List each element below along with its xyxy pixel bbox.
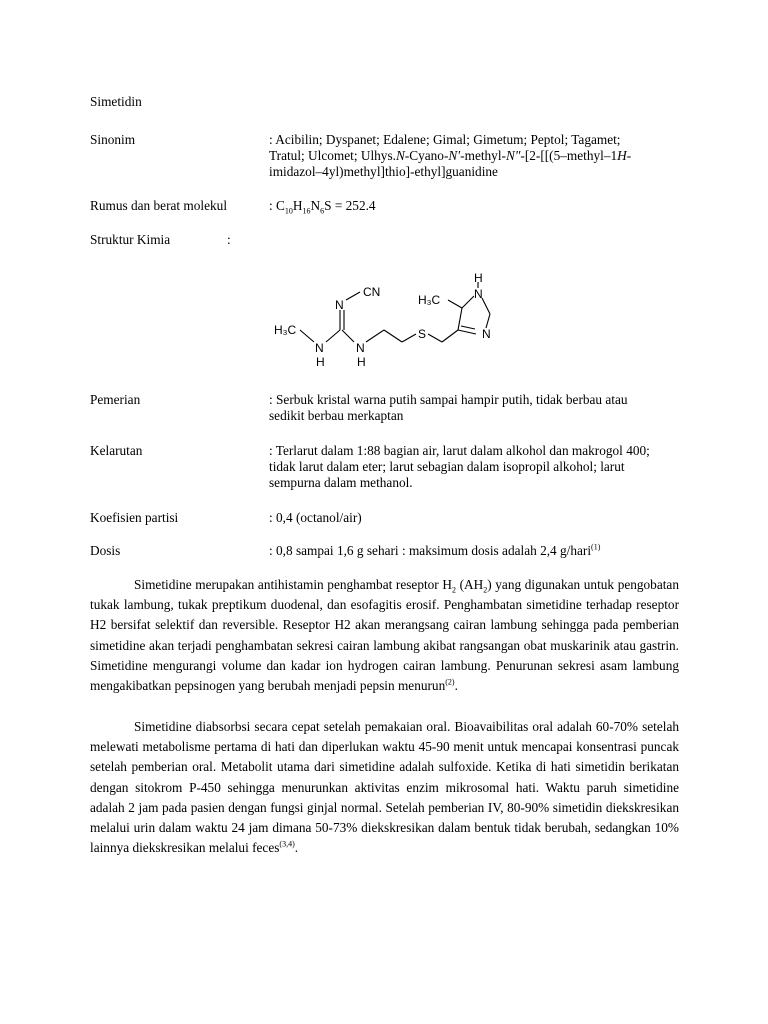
dosis-label: Dosis: [90, 543, 121, 558]
pemerian-line-2: sedikit berbau merkaptan: [269, 408, 404, 423]
sinonim-line-2: Tratul; Ulcomet; Ulhys.N-Cyano-N′-methyl-N″-[2-[[(5–methyl–1H-: [269, 148, 632, 163]
dosis-value: : 0,8 sampai 1,6 g sehari : maksimum dosis adalah 2,4 g/hari$^{(1)}$: [269, 542, 601, 558]
kelarutan-value: [269, 443, 689, 491]
n-top-label: N: [335, 298, 344, 312]
sinonim-line-3: imidazol–4yl)methyl]thio]-ethyl]guanidine: [269, 164, 498, 179]
kelarutan-line-2: tidak larut dalam eter; larut sebagian dalam isopropil alkohol; larut: [269, 459, 625, 474]
h3c-ring-label: H₃C: [418, 293, 441, 307]
pemerian-value: [269, 392, 689, 424]
pemerian-line-1: : Serbuk kristal warna putih sampai hampir putih, tidak berbau atau: [269, 392, 628, 407]
h3c-left-label: H₃C: [274, 323, 297, 337]
paragraph-1: Simetidine merupakan antihistamin penghambat reseptor $H_2$ $(AH_2)$ yang digunakan untuk pengobatan tukak lambung, tukak preptikum duodenal, dan esofagitis erosif. Penghambatan simetidine terhadap reseptor H2 bersifat selektif dan reversible. Reseptor H2 akan merangsang cairan lambung sehingga pada pemberian simetidine akan terjadi penghambatan sekresi cairan lambung akibat rangsangan obat muskarinik atau gastrin. Simetidine mengurangi volume dan kadar ion hydrogen cairan lambung. Penurunan sekresi asam lambung mengakibatkan pepsinogen yang berubah menjadi pepsin menurun$^{(2)}$.: [90, 577, 679, 694]
n-ring-top-label: N: [474, 287, 483, 301]
cimetidine-structure-diagram: [268, 270, 508, 370]
h-right-label: H: [357, 355, 366, 369]
n-ring-bottom-label: N: [482, 327, 491, 341]
n-right-label: N: [356, 341, 365, 355]
rumus-label: Rumus dan berat molekul: [90, 198, 228, 213]
struktur-colon: :: [227, 232, 231, 247]
sinonim-line-1: : Acibilin; Dyspanet; Edalene; Gimal; Gimetum; Peptol; Tagamet;: [269, 132, 621, 147]
kelarutan-label: Kelarutan: [90, 443, 143, 458]
cn-label: CN: [363, 285, 381, 299]
pemerian-label: Pemerian: [90, 392, 141, 407]
koefisien-label: Koefisien partisi: [90, 510, 179, 525]
rumus-value: : $C_{10}H_{16}N_6S = 252.4$: [269, 198, 376, 216]
struktur-label: Struktur Kimia: [90, 232, 171, 247]
kelarutan-line-3: sempurna dalam methanol.: [269, 475, 413, 490]
koefisien-value: : 0,4 (octanol/air): [269, 510, 362, 525]
s-label: S: [418, 327, 427, 341]
n-left-label: N: [315, 341, 324, 355]
document-title: Simetidin: [90, 94, 142, 109]
h-ring-label: H: [474, 271, 483, 285]
h-left-label: H: [316, 355, 325, 369]
paragraph-2: Simetidine diabsorbsi secara cepat setelah pemakaian oral. Bioavaibilitas oral adalah 60-70% setelah melewati metabolisme pertama di hati dan diperlukan waktu 45-90 menit untuk mencapai konsentrasi puncak setelah pemberian oral. Metabolit utama dari simetidine adalah sulfoxide. Ketika di hati simetidin berikatan dengan sitokrom P-450 sehingga menurunkan aktivitas enzim mikrosomal hati. Waktu paruh simetidine adalah 2 jam pada pasien dengan fungsi ginjal normal. Setelah pemberian IV, 80-90% simetidin diekskresikan melalui urin dalam waktu 24 jam dimana 50-73% diekskresikan dalam bentuk tidak berubah, sedangkan 10% lainnya diekskresikan melalui feces$^{(3,4)}$.: [90, 719, 679, 856]
kelarutan-line-1: : Terlarut dalam 1:88 bagian air, larut dalam alkohol dan makrogol 400;: [269, 443, 650, 458]
sinonim-label: Sinonim: [90, 132, 136, 147]
sinonim-value: [269, 132, 689, 180]
